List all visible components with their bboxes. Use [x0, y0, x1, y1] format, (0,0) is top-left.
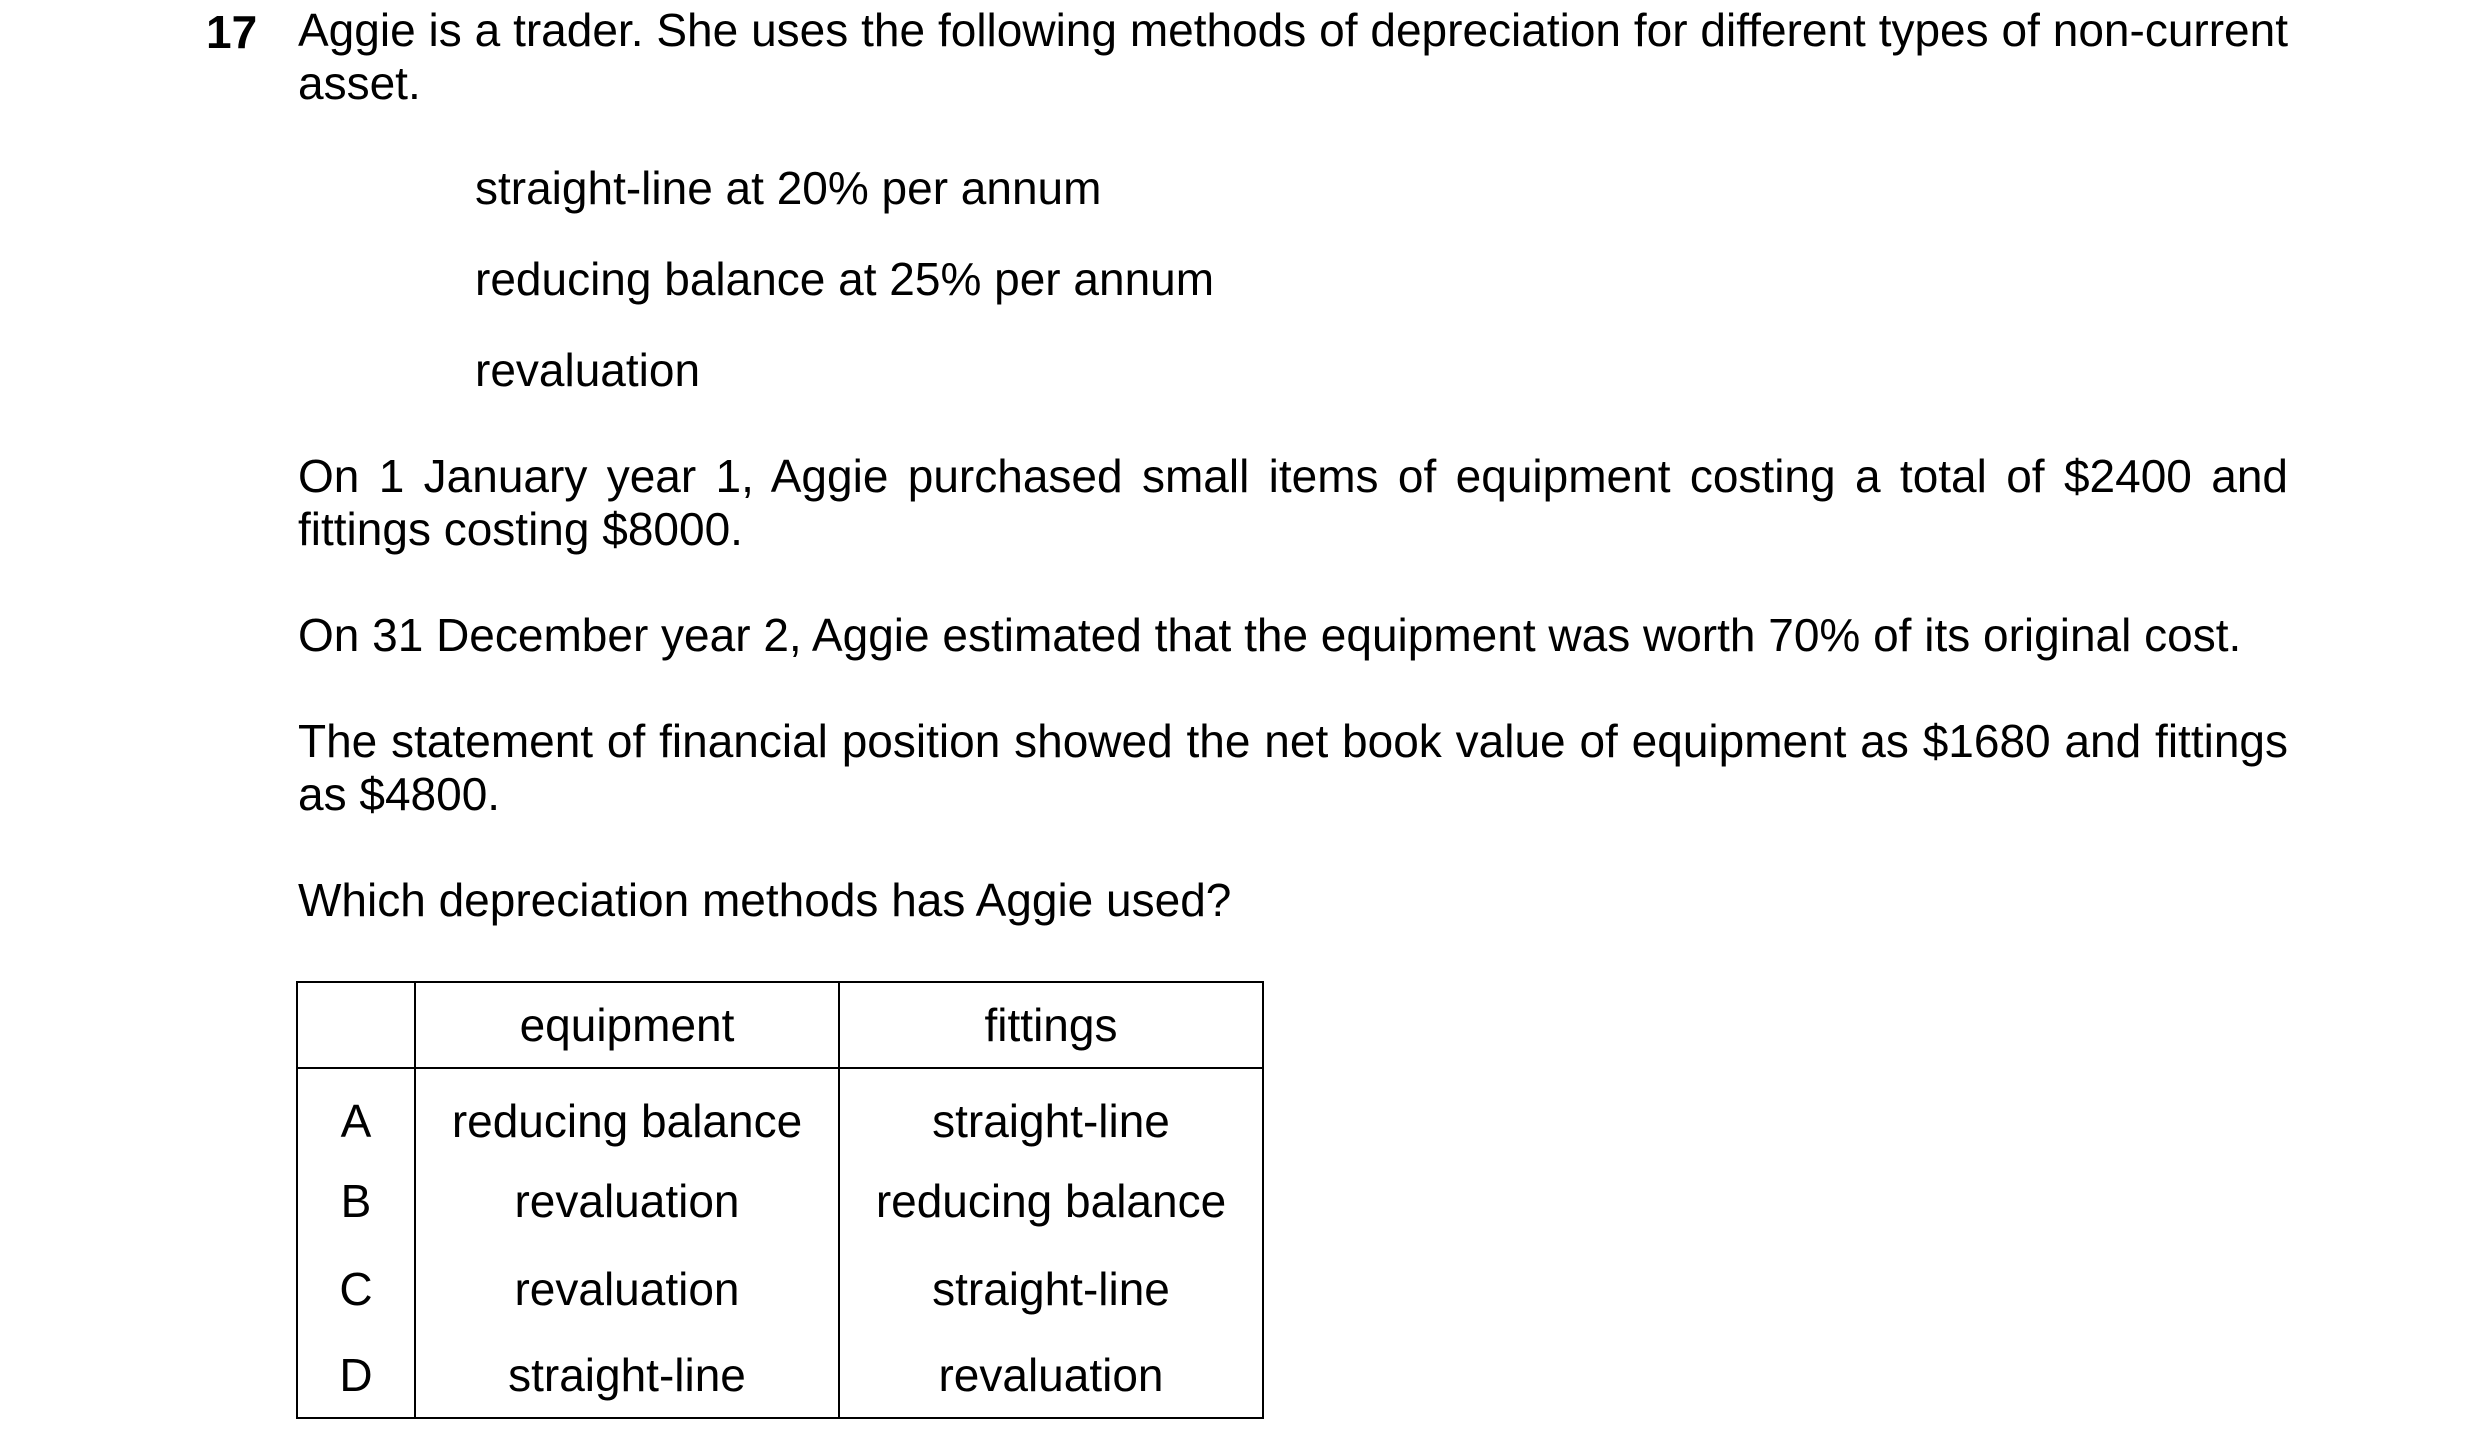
- purchase-paragraph: On 1 January year 1, Aggie purchased small items of equipment costing a total of $2400 and fittings costing $8000.: [298, 450, 2288, 555]
- method-revaluation: revaluation: [475, 344, 701, 396]
- question-prompt: Which depreciation methods has Aggie used?: [298, 874, 1232, 926]
- option-row-b[interactable]: [297, 1157, 1263, 1245]
- header-letter: [297, 982, 415, 1068]
- header-equipment: equipment: [415, 982, 839, 1068]
- option-fittings: straight-line: [839, 1068, 1263, 1157]
- option-letter[interactable]: B: [297, 1157, 415, 1245]
- table-header-row: [297, 982, 1263, 1068]
- header-fittings: fittings: [839, 982, 1263, 1068]
- question-number: 17: [206, 6, 258, 58]
- statement-paragraph: The statement of financial position showed the net book value of equipment as $1680 and fittings as $4800.: [298, 715, 2288, 820]
- method-reducing-balance: reducing balance at 25% per annum: [475, 253, 1215, 305]
- option-equipment: straight-line: [415, 1333, 839, 1418]
- answer-options-table: [296, 981, 1264, 1419]
- option-equipment: revaluation: [415, 1157, 839, 1245]
- option-row-c[interactable]: [297, 1245, 1263, 1333]
- option-equipment: reducing balance: [415, 1068, 839, 1157]
- option-row-a[interactable]: [297, 1068, 1263, 1157]
- option-row-d[interactable]: [297, 1333, 1263, 1418]
- method-straight-line: straight-line at 20% per annum: [475, 162, 1102, 214]
- option-letter[interactable]: A: [297, 1068, 415, 1157]
- option-equipment: revaluation: [415, 1245, 839, 1333]
- question-intro: Aggie is a trader. She uses the following methods of depreciation for different types of non-current asset.: [298, 4, 2288, 109]
- option-letter[interactable]: D: [297, 1333, 415, 1418]
- option-fittings: straight-line: [839, 1245, 1263, 1333]
- option-fittings: revaluation: [839, 1333, 1263, 1418]
- estimate-paragraph: On 31 December year 2, Aggie estimated that the equipment was worth 70% of its original cost.: [298, 609, 2242, 661]
- option-letter[interactable]: C: [297, 1245, 415, 1333]
- option-fittings: reducing balance: [839, 1157, 1263, 1245]
